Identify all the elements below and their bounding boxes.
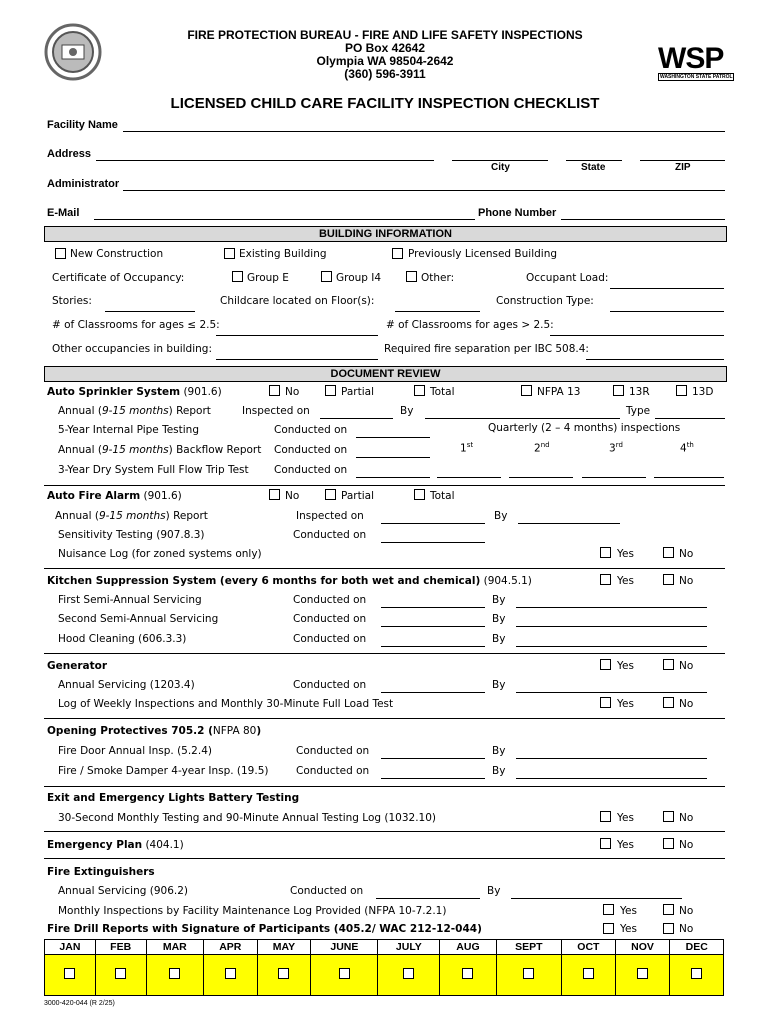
hood-cleaning-conducted-label: Conducted on <box>293 633 367 645</box>
alarm-code: (901.6) <box>140 490 182 502</box>
13r-checkbox[interactable] <box>613 385 624 396</box>
sprinkler-no-label: No <box>285 386 300 398</box>
month-july: JULY <box>378 940 440 955</box>
months-header-row <box>45 940 724 955</box>
emergency-plan-code: (404.1) <box>142 839 184 851</box>
july-checkbox[interactable] <box>403 968 414 979</box>
emergency-plan-yes-checkbox[interactable] <box>600 838 611 849</box>
email-label: E-Mail <box>47 207 80 219</box>
opening-title-b: NFPA 80 <box>212 725 257 737</box>
nuisance-yes-checkbox[interactable] <box>600 547 611 558</box>
hood-cleaning-by-field[interactable] <box>516 646 707 647</box>
jan-checkbox[interactable] <box>64 968 75 979</box>
sprinkler-annual-months: 9-15 months <box>101 405 169 417</box>
group-i4-checkbox[interactable] <box>321 271 332 282</box>
generator-no-checkbox[interactable] <box>663 659 674 670</box>
nuisance-no-label: No <box>679 548 694 560</box>
fire-door-conducted-label: Conducted on <box>296 745 370 757</box>
dry-system-conducted-label: Conducted on <box>274 464 348 476</box>
alarm-annual-months: 9-15 months <box>98 510 166 522</box>
quarter-2-field[interactable] <box>509 477 573 478</box>
fire-drill-title: Fire Drill Reports with Signature of Participants (405.2/ WAC 212-12-044) <box>47 923 482 935</box>
feb-checkbox[interactable] <box>115 968 126 979</box>
generator-by-field[interactable] <box>516 692 707 693</box>
facility-name-field[interactable] <box>123 131 725 132</box>
nov-checkbox[interactable] <box>637 968 648 979</box>
fire-bureau-seal-logo <box>44 23 102 81</box>
q4-suffix: th <box>686 441 694 449</box>
q1-num: 1 <box>460 442 467 455</box>
divider <box>44 568 725 569</box>
weekly-log-yes-label: Yes <box>617 698 634 710</box>
generator-annual-label: Annual Servicing (1203.4) <box>58 679 195 691</box>
mar-cell <box>146 955 204 996</box>
backflow-label <box>58 444 261 456</box>
email-field[interactable] <box>94 219 475 220</box>
extinguishers-monthly-no-label: No <box>679 905 694 917</box>
quarter-4-label <box>680 441 694 455</box>
backflow-months: 9-15 months <box>101 444 169 456</box>
fire-separation-label: Required fire separation per IBC 508.4: <box>384 343 589 355</box>
group-e-checkbox[interactable] <box>232 271 243 282</box>
hood-cleaning-by-label: By <box>492 633 506 645</box>
weekly-log-yes-checkbox[interactable] <box>600 697 611 708</box>
extinguishers-annual-label: Annual Servicing (906.2) <box>58 885 189 897</box>
damper-label: Fire / Smoke Damper 4-year Insp. (19.5) <box>58 765 269 777</box>
quarter-2-label <box>534 441 550 455</box>
oct-cell <box>562 955 615 996</box>
generator-conducted-field[interactable] <box>381 692 485 693</box>
nfpa13-checkbox[interactable] <box>521 385 532 396</box>
q2-suffix: nd <box>540 441 550 449</box>
kitchen-title-text: Kitchen Suppression System (every 6 months for both wet and chemical) <box>47 575 481 587</box>
alarm-no-checkbox[interactable] <box>269 489 280 500</box>
month-may: MAY <box>257 940 311 955</box>
sensitivity-conducted-label: Conducted on <box>293 529 367 541</box>
extinguishers-monthly-yes-label: Yes <box>620 905 637 917</box>
emergency-plan-title <box>47 839 184 851</box>
q4-num: 4 <box>680 442 687 455</box>
existing-building-label: Existing Building <box>239 248 327 260</box>
previously-licensed-checkbox[interactable] <box>392 248 403 259</box>
alarm-by-label: By <box>494 510 508 522</box>
alarm-by-field[interactable] <box>518 523 620 524</box>
opening-title <box>47 725 261 737</box>
q1-suffix: st <box>466 441 474 449</box>
sprinkler-type-label: Type <box>626 405 651 417</box>
oct-checkbox[interactable] <box>583 968 594 979</box>
other-occupancies-label: Other occupancies in building: <box>52 343 212 355</box>
aug-cell <box>440 955 496 996</box>
quarterly-label: Quarterly (2 – 4 months) inspections <box>488 422 681 434</box>
new-construction-label: New Construction <box>70 248 164 260</box>
sensitivity-label: Sensitivity Testing (907.8.3) <box>58 529 205 541</box>
extinguishers-title: Fire Extinguishers <box>47 866 155 878</box>
apr-checkbox[interactable] <box>225 968 236 979</box>
fire-drill-no-label: No <box>679 923 694 935</box>
classrooms-gt-label: # of Classrooms for ages > 2.5: <box>386 319 554 331</box>
state-field[interactable] <box>566 160 622 161</box>
sprinkler-title <box>47 386 222 398</box>
damper-conducted-field[interactable] <box>381 778 485 779</box>
mar-checkbox[interactable] <box>169 968 180 979</box>
kitchen-code: (904.5.1) <box>480 575 532 587</box>
generator-conducted-label: Conducted on <box>293 679 367 691</box>
divider <box>44 858 725 859</box>
dec-checkbox[interactable] <box>691 968 702 979</box>
extinguishers-by-label: By <box>487 885 501 897</box>
stories-field[interactable] <box>105 311 195 312</box>
nfpa13-label: NFPA 13 <box>537 386 581 398</box>
header-line-4: (360) 596-3911 <box>344 67 426 81</box>
may-checkbox[interactable] <box>278 968 289 979</box>
facility-name-label: Facility Name <box>47 119 118 131</box>
month-nov: NOV <box>615 940 670 955</box>
damper-by-field[interactable] <box>516 778 707 779</box>
alarm-title <box>47 490 182 502</box>
dry-system-label: 3-Year Dry System Full Flow Trip Test <box>58 464 249 476</box>
q3-num: 3 <box>609 442 616 455</box>
hood-cleaning-label: Hood Cleaning (606.3.3) <box>58 633 187 645</box>
opening-title-c: ) <box>256 725 262 737</box>
opening-title-a: Opening Protectives 705.2 ( <box>47 725 213 737</box>
classrooms-gt-field[interactable] <box>550 335 724 336</box>
five-year-label: 5-Year Internal Pipe Testing <box>58 424 199 436</box>
divider <box>44 485 725 486</box>
exit-lights-no-label: No <box>679 812 694 824</box>
sprinkler-no-checkbox[interactable] <box>269 385 280 396</box>
june-checkbox[interactable] <box>339 968 350 979</box>
fire-drill-months-table <box>44 939 724 996</box>
state-label: State <box>581 162 606 173</box>
emergency-plan-no-checkbox[interactable] <box>663 838 674 849</box>
exit-lights-title: Exit and Emergency Lights Battery Testing <box>47 792 300 804</box>
cert-occupancy-label: Certificate of Occupancy: <box>52 272 185 284</box>
sprinkler-inspected-on-label: Inspected on <box>242 405 310 417</box>
month-mar: MAR <box>146 940 204 955</box>
aug-checkbox[interactable] <box>462 968 473 979</box>
sprinkler-total-label: Total <box>430 386 455 398</box>
nuisance-label: Nuisance Log (for zoned systems only) <box>58 548 262 560</box>
occupant-load-label: Occupant Load: <box>526 272 609 284</box>
sept-cell <box>496 955 562 996</box>
phone-field[interactable] <box>561 219 725 220</box>
backflow-b: ) Backflow Report <box>168 444 262 456</box>
nov-cell <box>615 955 670 996</box>
generator-title: Generator <box>47 660 108 672</box>
fire-door-conducted-field[interactable] <box>381 758 485 759</box>
administrator-label: Administrator <box>47 178 120 190</box>
city-field[interactable] <box>452 160 548 161</box>
kitchen-no-checkbox[interactable] <box>663 574 674 585</box>
first-semi-by-label: By <box>492 594 506 606</box>
emergency-plan-text: Emergency Plan <box>47 839 143 851</box>
fire-drill-yes-label: Yes <box>620 923 637 935</box>
quarter-3-label <box>609 441 623 455</box>
header-line-3: Olympia WA 98504-2642 <box>316 54 454 68</box>
sprinkler-code: (901.6) <box>180 386 222 398</box>
alarm-total-checkbox[interactable] <box>414 489 425 500</box>
may-cell <box>257 955 311 996</box>
kitchen-yes-label: Yes <box>617 575 634 587</box>
fire-drill-yes-checkbox[interactable] <box>603 923 614 934</box>
quarter-4-field[interactable] <box>654 477 724 478</box>
july-cell <box>378 955 440 996</box>
backflow-conducted-label: Conducted on <box>274 444 348 456</box>
sprinkler-by-field[interactable] <box>425 418 620 419</box>
existing-building-checkbox[interactable] <box>224 248 235 259</box>
jan-cell <box>45 955 96 996</box>
document-review-heading: DOCUMENT REVIEW <box>44 366 727 382</box>
header-line-2: PO Box 42642 <box>344 41 426 55</box>
second-semi-conducted-label: Conducted on <box>293 613 367 625</box>
13d-label: 13D <box>692 386 714 398</box>
header-line-1: FIRE PROTECTION BUREAU - FIRE AND LIFE SAFETY INSPECTIONS <box>187 28 583 42</box>
divider <box>44 718 725 719</box>
damper-by-label: By <box>492 765 506 777</box>
divider <box>44 653 725 654</box>
first-semi-conducted-label: Conducted on <box>293 594 367 606</box>
sprinkler-by-label: By <box>400 405 414 417</box>
exit-lights-monthly-label: 30-Second Monthly Testing and 90-Minute Annual Testing Log (1032.10) <box>58 812 436 824</box>
alarm-annual-a: Annual ( <box>55 510 99 522</box>
weekly-log-no-checkbox[interactable] <box>663 697 674 708</box>
extinguishers-by-field[interactable] <box>511 898 682 899</box>
month-oct: OCT <box>562 940 615 955</box>
childcare-floors-field[interactable] <box>395 311 480 312</box>
backflow-a: Annual ( <box>58 444 102 456</box>
extinguishers-conducted-field[interactable] <box>376 898 480 899</box>
divider <box>44 831 725 832</box>
alarm-inspected-on-label: Inspected on <box>296 510 364 522</box>
month-aug: AUG <box>440 940 496 955</box>
month-sept: SEPT <box>496 940 562 955</box>
q2-num: 2 <box>534 442 541 455</box>
generator-yes-checkbox[interactable] <box>600 659 611 670</box>
backflow-conducted-field[interactable] <box>356 457 430 458</box>
zip-label: ZIP <box>675 162 691 173</box>
exit-lights-no-checkbox[interactable] <box>663 811 674 822</box>
sprinkler-type-field[interactable] <box>655 418 725 419</box>
kitchen-no-label: No <box>679 575 694 587</box>
second-semi-label: Second Semi-Annual Servicing <box>58 613 219 625</box>
apr-cell <box>204 955 257 996</box>
quarter-3-field[interactable] <box>582 477 646 478</box>
exit-lights-yes-checkbox[interactable] <box>600 811 611 822</box>
generator-no-label: No <box>679 660 694 672</box>
other-occupancy-checkbox[interactable] <box>406 271 417 282</box>
other-occupancies-field[interactable] <box>216 359 378 360</box>
sprinkler-annual-label <box>58 405 211 417</box>
fire-separation-field[interactable] <box>586 359 724 360</box>
alarm-annual-b: ) Report <box>165 510 208 522</box>
nuisance-no-checkbox[interactable] <box>663 547 674 558</box>
sprinkler-inspected-on-field[interactable] <box>320 418 393 419</box>
dry-system-conducted-field[interactable] <box>356 477 430 478</box>
weekly-log-no-label: No <box>679 698 694 710</box>
exit-lights-yes-label: Yes <box>617 812 634 824</box>
fire-door-by-label: By <box>492 745 506 757</box>
hood-cleaning-conducted-field[interactable] <box>381 646 485 647</box>
extinguishers-monthly-yes-checkbox[interactable] <box>603 904 614 915</box>
phone-label: Phone Number <box>478 207 557 219</box>
feb-cell <box>95 955 146 996</box>
classrooms-le-label: # of Classrooms for ages ≤ 2.5: <box>52 319 220 331</box>
weekly-log-label: Log of Weekly Inspections and Monthly 30-Minute Full Load Test <box>58 698 394 710</box>
emergency-plan-no-label: No <box>679 839 694 851</box>
administrator-field[interactable] <box>123 190 725 191</box>
occupant-load-field[interactable] <box>610 288 724 289</box>
alarm-partial-checkbox[interactable] <box>325 489 336 500</box>
building-info-heading: BUILDING INFORMATION <box>44 226 727 242</box>
13d-checkbox[interactable] <box>676 385 687 396</box>
kitchen-yes-checkbox[interactable] <box>600 574 611 585</box>
wsp-logo-text: WSP <box>658 42 724 75</box>
five-year-conducted-label: Conducted on <box>274 424 348 436</box>
zip-field[interactable] <box>640 160 725 161</box>
previously-licensed-label: Previously Licensed Building <box>408 248 558 260</box>
alarm-title-text: Auto Fire Alarm <box>47 490 141 502</box>
alarm-inspected-on-field[interactable] <box>381 523 485 524</box>
alarm-annual-label <box>55 510 208 522</box>
first-semi-conducted-field[interactable] <box>381 607 485 608</box>
sprinkler-total-checkbox[interactable] <box>414 385 425 396</box>
fire-drill-no-checkbox[interactable] <box>663 923 674 934</box>
13r-label: 13R <box>629 386 650 398</box>
divider <box>44 786 725 787</box>
kitchen-title <box>47 575 532 587</box>
month-jan: JAN <box>45 940 96 955</box>
month-feb: FEB <box>95 940 146 955</box>
stories-label: Stories: <box>52 295 92 307</box>
page-title: LICENSED CHILD CARE FACILITY INSPECTION CHECKLIST <box>170 95 600 112</box>
second-semi-by-label: By <box>492 613 506 625</box>
sprinkler-title-text: Auto Sprinkler System <box>47 386 181 398</box>
months-checkbox-row <box>45 955 724 996</box>
address-field[interactable] <box>96 160 434 161</box>
second-semi-conducted-field[interactable] <box>381 626 485 627</box>
dec-cell <box>670 955 724 996</box>
first-semi-by-field[interactable] <box>516 607 707 608</box>
city-label: City <box>491 162 510 173</box>
childcare-floors-label: Childcare located on Floor(s): <box>220 295 375 307</box>
quarter-1-label <box>460 441 473 455</box>
sprinkler-partial-label: Partial <box>341 386 374 398</box>
other-occupancy-label: Other: <box>421 272 455 284</box>
new-construction-checkbox[interactable] <box>55 248 66 259</box>
first-semi-label: First Semi-Annual Servicing <box>58 594 202 606</box>
june-cell <box>311 955 378 996</box>
alarm-no-label: No <box>285 490 300 502</box>
wsp-logo <box>658 42 734 84</box>
month-apr: APR <box>204 940 257 955</box>
sprinkler-annual-b: ) Report <box>168 405 211 417</box>
generator-yes-label: Yes <box>617 660 634 672</box>
form-number: 3000-420-044 (R 2/25) <box>44 1000 115 1007</box>
second-semi-by-field[interactable] <box>516 626 707 627</box>
quarter-1-field[interactable] <box>437 477 501 478</box>
sprinkler-partial-checkbox[interactable] <box>325 385 336 396</box>
sensitivity-conducted-field[interactable] <box>381 542 485 543</box>
fire-door-by-field[interactable] <box>516 758 707 759</box>
five-year-conducted-field[interactable] <box>356 437 430 438</box>
extinguishers-monthly-label: Monthly Inspections by Facility Maintenance Log Provided (NFPA 10-7.2.1) <box>58 905 447 917</box>
emergency-plan-yes-label: Yes <box>617 839 634 851</box>
extinguishers-monthly-no-checkbox[interactable] <box>663 904 674 915</box>
wsp-logo-subtext: WASHINGTON STATE PATROL <box>660 74 733 80</box>
month-dec: DEC <box>670 940 724 955</box>
sprinkler-annual-a: Annual ( <box>58 405 102 417</box>
month-june: JUNE <box>311 940 378 955</box>
alarm-total-label: Total <box>430 490 455 502</box>
classrooms-le-field[interactable] <box>216 335 378 336</box>
group-e-label: Group E <box>247 272 289 284</box>
generator-by-label: By <box>492 679 506 691</box>
extinguishers-conducted-label: Conducted on <box>290 885 364 897</box>
damper-conducted-label: Conducted on <box>296 765 370 777</box>
fire-door-label: Fire Door Annual Insp. (5.2.4) <box>58 745 212 757</box>
construction-type-label: Construction Type: <box>496 295 594 307</box>
construction-type-field[interactable] <box>610 311 724 312</box>
sept-checkbox[interactable] <box>523 968 534 979</box>
alarm-partial-label: Partial <box>341 490 374 502</box>
q3-suffix: rd <box>615 441 623 449</box>
group-i4-label: Group I4 <box>336 272 382 284</box>
address-label: Address <box>47 148 92 160</box>
nuisance-yes-label: Yes <box>617 548 634 560</box>
